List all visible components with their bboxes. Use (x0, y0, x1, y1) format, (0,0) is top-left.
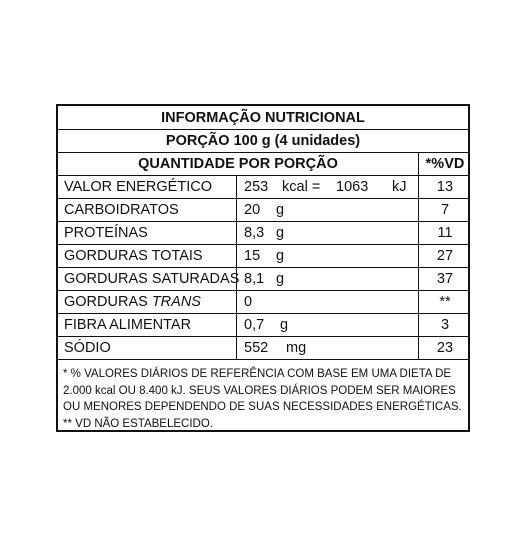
vd-value: 11 (437, 225, 453, 241)
kj-unit: kJ (392, 179, 407, 195)
vd-value: ** (439, 294, 451, 310)
nutrient-name-italic: TRANS (151, 294, 201, 310)
vd-value: 27 (436, 248, 454, 264)
nutrient-unit: g (276, 271, 285, 287)
divider (236, 176, 237, 198)
divider (236, 245, 237, 267)
footnote: * % VALORES DIÁRIOS DE REFERÊNCIA COM BASE EM UMA DIETA DE 2.000 kcal OU 8.400 kJ. SEUS VALORES DIÁRIOS PODEM SER MAIORES OU MENORES DEPENDENDO DE SUAS NECESSIDADES ENERGÉTICAS. ** VD NÃO ESTABELECIDO. (63, 368, 462, 430)
divider (236, 314, 237, 336)
divider (418, 199, 419, 221)
nutrient-amount: 0 (244, 294, 253, 310)
divider (418, 337, 419, 359)
nutrient-unit: g (276, 248, 285, 264)
divider (236, 199, 237, 221)
nutrient-name: PROTEÍNAS (64, 225, 148, 241)
divider (236, 268, 237, 290)
nutrient-unit: g (276, 202, 285, 218)
table-row (58, 314, 468, 337)
table-title-row (58, 106, 468, 130)
vd-value: 37 (436, 271, 454, 287)
column-header-row (58, 153, 468, 176)
vd-value: 3 (440, 317, 450, 333)
divider (418, 176, 419, 198)
portion-label: PORÇÃO 100 g (4 unidades) (165, 133, 361, 149)
vd-value: 23 (436, 340, 454, 356)
table-row (58, 222, 468, 245)
divider (418, 291, 419, 313)
portion-row (58, 130, 468, 153)
nutrient-name: GORDURAS SATURADAS (64, 271, 240, 287)
kcal-unit: kcal = (282, 179, 321, 195)
nutrient-unit: mg (286, 340, 307, 356)
divider (236, 291, 237, 313)
quantity-header-text: QUANTIDADE POR PORÇÃO (138, 156, 338, 172)
nutrient-name: SÓDIO (64, 340, 111, 356)
nutrient-name: FIBRA ALIMENTAR (64, 317, 192, 333)
divider (418, 245, 419, 267)
nutrient-name (64, 291, 201, 313)
table-title: INFORMAÇÃO NUTRICIONAL (161, 110, 365, 126)
table-row (58, 176, 468, 199)
nutrient-amount: 8,1 (244, 271, 265, 287)
nutrient-name: GORDURAS TOTAIS (64, 248, 203, 264)
table-row (58, 337, 468, 360)
nutrient-name: CARBOIDRATOS (64, 202, 179, 218)
divider (418, 153, 419, 175)
nutrient-name: VALOR ENERGÉTICO (64, 179, 212, 195)
table-row (58, 291, 468, 314)
nutrient-amount: 15 (244, 248, 261, 264)
divider (236, 222, 237, 244)
divider (418, 268, 419, 290)
divider (418, 314, 419, 336)
table-row (58, 268, 468, 291)
nutrient-unit: g (280, 317, 289, 333)
nutrient-unit: g (276, 225, 285, 241)
nutrient-amount: 552 (244, 340, 269, 356)
kj-value: 1063 (336, 179, 369, 195)
vd-header (420, 153, 470, 175)
vd-value: 13 (436, 179, 454, 195)
nutrient-amount: 8,3 (244, 225, 265, 241)
quantity-header (58, 153, 418, 175)
table-row (58, 199, 468, 222)
divider (236, 337, 237, 359)
nutrient-amount: 20 (244, 202, 261, 218)
kcal-value: 253 (244, 179, 269, 195)
table-row (58, 245, 468, 268)
nutrient-amount: 0,7 (244, 317, 265, 333)
nutrient-name-prefix: GORDURAS (64, 294, 152, 310)
divider (418, 222, 419, 244)
nutrition-facts-table (56, 104, 470, 432)
vd-header-text: *%VD (425, 156, 465, 172)
vd-value: 7 (440, 202, 450, 218)
